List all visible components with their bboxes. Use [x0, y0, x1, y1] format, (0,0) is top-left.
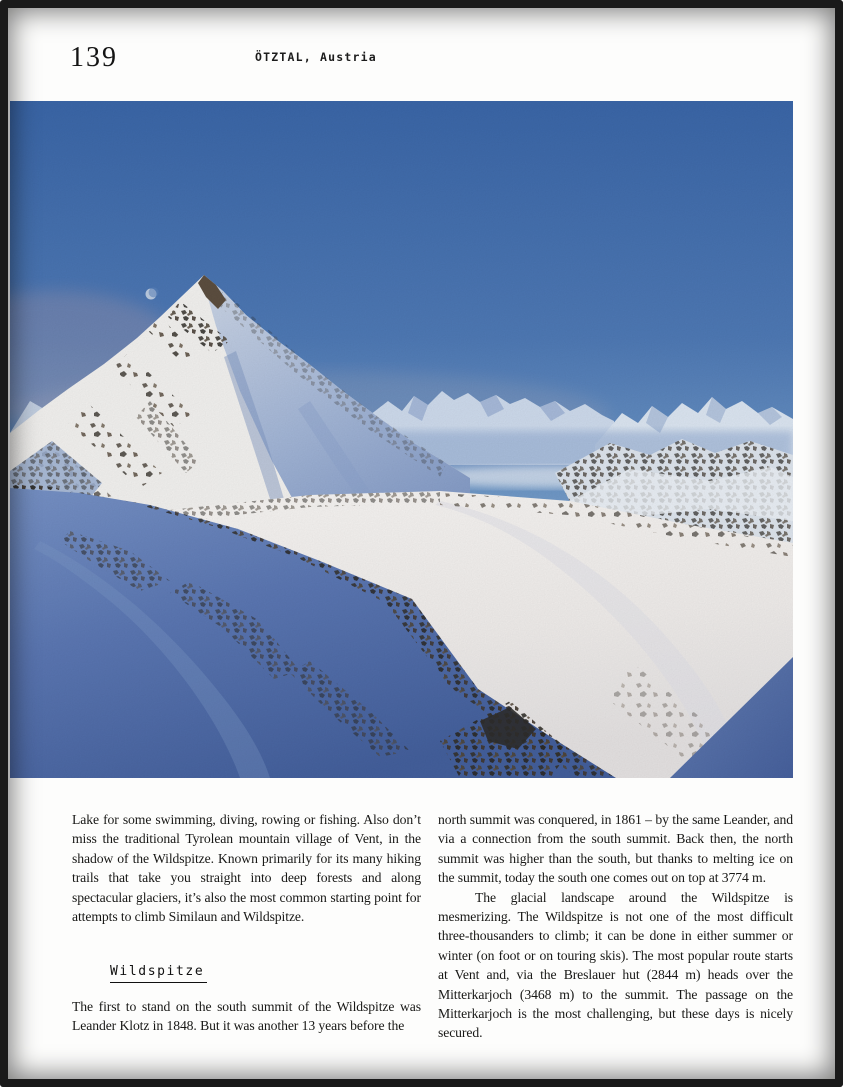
paragraph: The glacial landscape around the Wildspitze is mesmerizing. The Wildspitze is not one of the most difficult three-thousanders to climb; it can be done in either summer or winter (on foot or on touring skis). The most popular route starts at Vent and, via the Breslauer hut (2844 m) heads over the Mitterkarjoch (3468 m) to the summit. The passage on the Mitterkarjoch is the most challenging, but these days is nicely secured.	[438, 889, 793, 1041]
left-column	[72, 810, 421, 1036]
right-column	[438, 810, 793, 1043]
paragraph: The first to stand on the south summit of the Wildspitze was Leander Klotz in 1848. But it was another 13 years before the	[72, 998, 421, 1034]
page-number: 139	[70, 42, 118, 73]
running-header: ÖTZTAL, Austria	[255, 50, 377, 64]
paragraph: north summit was conquered, in 1861 – by the same Leander, and via a connection from the south summit. Back then, the north summit was higher than the south, but thanks to melting ice on the summit, today the south one comes out on top at 3774 m.	[438, 812, 793, 886]
paragraph: Lake for some swimming, diving, rowing or fishing. Also don’t miss the traditional Tyrolean mountain village of Vent, in the shadow of the Wildspitze. Known primarily for its many hiking trails that take you straight into deep forests and along spectacular glaciers, it’s also the most common starting point for attempts to climb Similaun and Wildspitze.	[72, 812, 421, 925]
wildspitze-photo	[10, 101, 793, 778]
section-heading-wildspitze	[110, 962, 421, 981]
mountain-scene	[10, 101, 793, 778]
heading-underlined-text: Wildspitze	[110, 964, 207, 983]
